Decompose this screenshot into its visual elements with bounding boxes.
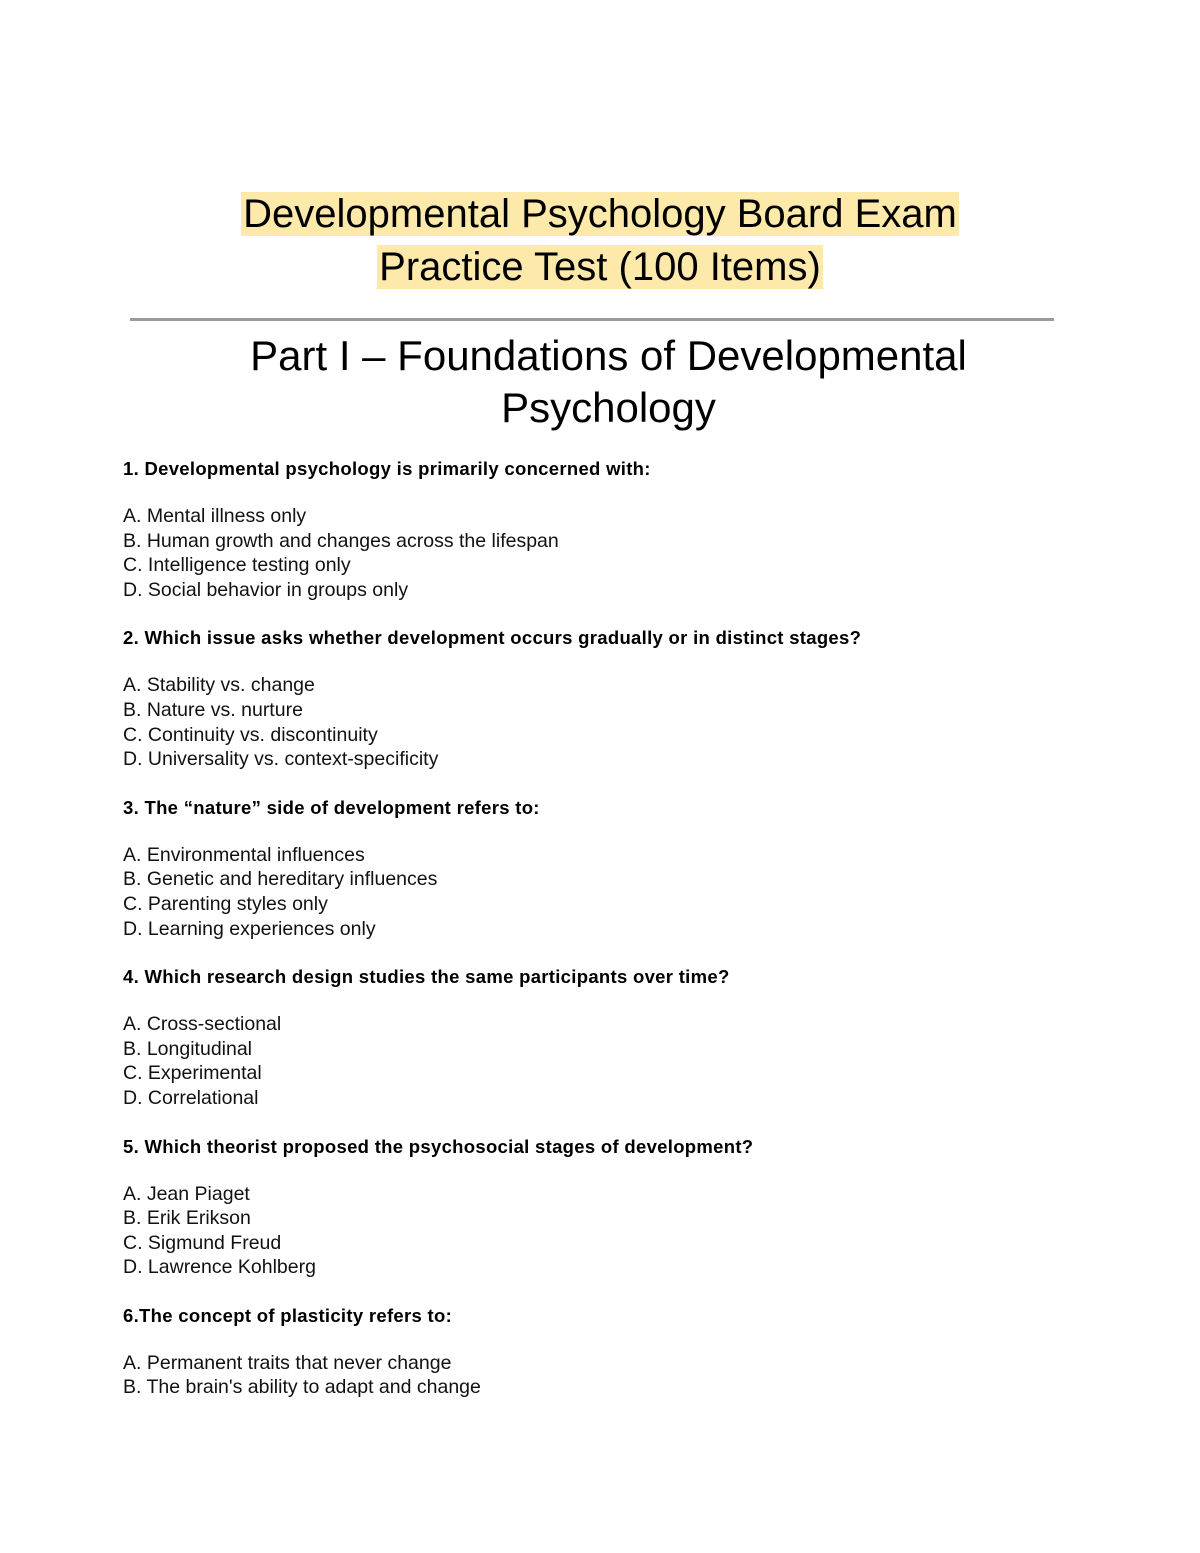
option-d: D. Lawrence Kohlberg	[123, 1256, 316, 1279]
option-b: B. The brain's ability to adapt and change	[123, 1376, 481, 1399]
question-text: 3. The “nature” side of development refers to:	[123, 796, 540, 818]
option-b: B. Genetic and hereditary influences	[123, 868, 438, 891]
part-heading-line-1: Part I – Foundations of Developmental	[250, 332, 967, 379]
question-text: 6.The concept of plasticity refers to:	[123, 1304, 453, 1326]
option-b: B. Nature vs. nurture	[123, 698, 303, 721]
title-line-1	[0, 188, 1200, 241]
option-d: D. Social behavior in groups only	[123, 578, 409, 601]
question-6	[123, 1303, 1083, 1400]
option-b: B. Longitudinal	[123, 1037, 253, 1060]
option-a: A. Permanent traits that never change	[123, 1351, 452, 1374]
document-title	[0, 188, 1200, 294]
option-b: B. Human growth and changes across the lifespan	[123, 529, 559, 552]
question-1	[123, 456, 1083, 602]
question-2	[123, 625, 1083, 771]
title-line-1-text: Developmental Psychology Board Exam	[243, 192, 957, 236]
question-text: 2. Which issue asks whether development occurs gradually or in distinct stages?	[123, 627, 862, 649]
part-heading-line-2: Psychology	[501, 384, 716, 431]
option-c: C. Parenting styles only	[123, 892, 328, 915]
option-d: D. Correlational	[123, 1086, 259, 1109]
option-a: A. Stability vs. change	[123, 674, 315, 697]
option-c: C. Continuity vs. discontinuity	[123, 723, 378, 746]
question-text: 4. Which research design studies the same participants over time?	[123, 966, 730, 988]
question-text: 5. Which theorist proposed the psychosocial stages of development?	[123, 1135, 754, 1157]
question-3	[123, 795, 1083, 941]
option-a: A. Cross-sectional	[123, 1013, 282, 1036]
title-line-2	[0, 241, 1200, 294]
option-c: C. Intelligence testing only	[123, 554, 351, 577]
option-d: D. Universality vs. context-specificity	[123, 748, 439, 771]
title-line-2-text: Practice Test (100 Items)	[379, 245, 821, 289]
question-5	[123, 1134, 1083, 1280]
option-a: A. Mental illness only	[123, 505, 307, 527]
option-c: C. Experimental	[123, 1062, 262, 1085]
option-a: A. Environmental influences	[123, 843, 365, 866]
option-b: B. Erik Erikson	[123, 1207, 251, 1230]
option-d: D. Learning experiences only	[123, 917, 376, 940]
part-heading	[0, 330, 1200, 434]
question-list	[123, 456, 1083, 1423]
horizontal-divider	[130, 318, 1054, 321]
question-4	[123, 964, 1083, 1110]
option-c: C. Sigmund Freud	[123, 1231, 282, 1254]
question-text: 1. Developmental psychology is primarily concerned with:	[123, 458, 651, 479]
option-a: A. Jean Piaget	[123, 1182, 250, 1205]
